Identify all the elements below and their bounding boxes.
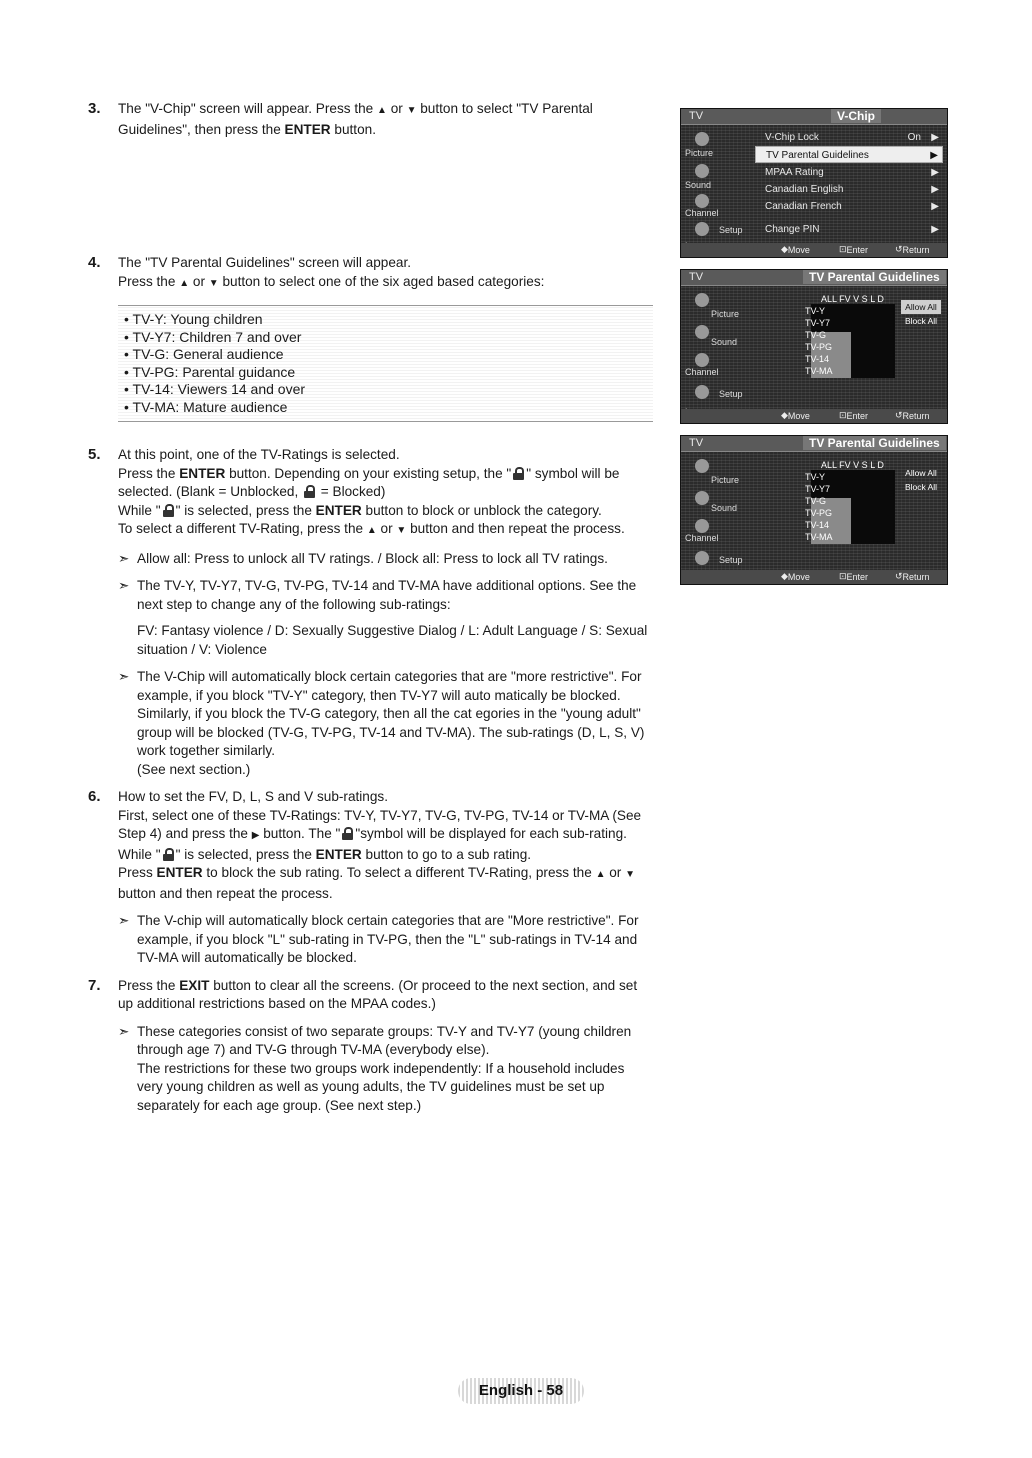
enter-key: ENTER xyxy=(156,865,203,880)
note-arrow-icon: ➣ xyxy=(118,1023,130,1039)
note-text: Allow all: Press to unlock all TV ratings. / Block all: Press to lock all TV ratings. xyxy=(137,550,608,566)
rating-tv-y7[interactable]: TV-Y7 xyxy=(805,318,831,328)
step-text-part: "symbol will be displayed for each sub-rating. xyxy=(355,826,627,841)
step-text-part: First, select one of these TV-Ratings: TV-Y, TV-Y7, TV-G, TV-PG, TV-14 or TV-MA (See Step 4) and press the xyxy=(118,807,642,841)
screen-header xyxy=(681,109,947,125)
return-hint: ↺ Return xyxy=(895,571,930,582)
note-arrow-icon: ➣ xyxy=(118,578,130,593)
step-text: or xyxy=(390,101,403,116)
channel-icon xyxy=(695,353,709,367)
lock-icon xyxy=(163,848,174,861)
return-label: Return xyxy=(902,572,930,582)
move-label: Move xyxy=(787,572,810,582)
picture-icon xyxy=(695,459,709,473)
step-text: button. xyxy=(334,121,376,137)
page-number: English - 58 xyxy=(458,1378,584,1404)
rating-tv-14[interactable]: TV-14 xyxy=(805,354,830,364)
up-arrow-icon xyxy=(179,274,189,289)
tv-label: TV xyxy=(689,110,704,122)
step-text-part: or xyxy=(609,865,622,880)
picture-icon xyxy=(695,293,709,307)
enter-label: Enter xyxy=(846,572,869,582)
step-text-part: or xyxy=(192,273,205,289)
category-item: • TV-14: Viewers 14 and over xyxy=(124,381,306,397)
step-text: At this point, one of the TV-Ratings is selected. xyxy=(118,447,400,462)
note xyxy=(118,577,653,659)
sidebar-item-sound[interactable]: Sound xyxy=(711,337,738,347)
screen-title: TV Parental Guidelines xyxy=(803,436,946,450)
menu-row-mpaa-rating[interactable] xyxy=(755,164,943,181)
chevron-right-icon: ▶ xyxy=(931,132,939,143)
menu-row-value: On xyxy=(907,132,921,143)
step-text-part: button to clear all the screens. (Or proceed to the next section, and set up additional restrictions based on the MPAA codes.) xyxy=(118,977,638,1011)
menu-row-label: TV Parental Guidelines xyxy=(766,150,869,161)
move-label: Move xyxy=(787,411,810,421)
enter-key: ENTER xyxy=(179,465,226,481)
rating-tv-y7[interactable]: TV-Y7 xyxy=(805,484,831,494)
sidebar-item-setup[interactable]: Setup xyxy=(719,389,743,399)
rating-tv-y[interactable]: TV-Y xyxy=(805,306,826,316)
move-label: Move xyxy=(787,245,810,255)
category-item: • TV-PG: Parental guidance xyxy=(124,363,296,380)
chevron-right-icon: ▶ xyxy=(930,150,938,161)
enter-hint: ⊡ Enter xyxy=(839,571,869,582)
step-text-part: button and then repeat the process. xyxy=(410,521,625,536)
rating-tv-g[interactable]: TV-G xyxy=(805,496,827,506)
enter-label: Enter xyxy=(846,411,869,421)
step-text-part: button to select one of the six aged based categories: xyxy=(222,273,545,289)
step-3 xyxy=(88,100,653,139)
step-4 xyxy=(88,254,653,422)
channel-icon xyxy=(695,519,709,533)
step-text-part: Press the xyxy=(118,465,176,481)
vchip-screen xyxy=(680,108,948,258)
tv-label: TV xyxy=(689,271,704,283)
sound-icon xyxy=(695,325,709,339)
step-text-part: While " xyxy=(118,502,161,518)
step-number: 6. xyxy=(88,788,101,805)
step-text-part: button to go to a sub rating. xyxy=(365,846,532,862)
note-arrow-icon: ➣ xyxy=(118,913,130,928)
sidebar-item-picture[interactable]: Picture xyxy=(685,148,714,158)
note xyxy=(118,550,653,569)
sidebar-item-sound[interactable]: Sound xyxy=(685,180,712,190)
step-number: 4. xyxy=(88,254,101,271)
menu-row-label: V-Chip Lock xyxy=(765,132,819,143)
setup-icon xyxy=(695,385,709,399)
up-arrow-icon xyxy=(596,865,606,880)
screen-footer xyxy=(681,409,947,423)
sidebar-item-channel[interactable]: Channel xyxy=(685,367,719,377)
chevron-right-icon: ▶ xyxy=(931,224,939,235)
enter-hint: ⊡ Enter xyxy=(839,410,869,421)
step-text xyxy=(118,465,653,502)
note xyxy=(118,1023,653,1116)
screen-sidebar xyxy=(681,126,749,243)
block-all-button[interactable]: Block All xyxy=(904,482,938,492)
allow-all-button[interactable]: Allow All xyxy=(905,468,937,478)
return-label: Return xyxy=(902,411,930,421)
step-text: How to set the FV, D, L, S and V sub-ratings. xyxy=(118,789,388,804)
step-text-part: " symbol will be selected. (Blank = Unblocked, xyxy=(118,465,620,499)
rating-tv-ma[interactable]: TV-MA xyxy=(805,366,833,376)
step-5 xyxy=(88,446,653,779)
step-6 xyxy=(88,788,653,968)
note-text: The V-Chip will automatically block certain categories that are "more restrictive". For example, if you block "TV-Y" category, then TV-Y7 will auto matically be blocked. Similarly, if you block the TV-G category, then all the cat egories in the "young adult" group will be blocked (TV-G, TV-PG, TV-14 and TV-MA). The sub-ratings (D, L, S, V) work together similarly. xyxy=(137,669,645,758)
note xyxy=(118,912,653,968)
rating-tv-14[interactable]: TV-14 xyxy=(805,520,830,530)
step-text-part: = Blocked) xyxy=(320,484,386,499)
rating-tv-y[interactable]: TV-Y xyxy=(805,472,826,482)
category-item: • TV-Y: Young children xyxy=(124,311,263,327)
step-text-part: " is selected, press the xyxy=(175,502,312,518)
menu-row-label: Canadian French xyxy=(765,201,842,212)
allow-all-button[interactable]: Allow All xyxy=(901,300,941,314)
step-number: 3. xyxy=(88,100,101,117)
note-subtext: (See next section.) xyxy=(137,761,251,777)
note-text: The restrictions for these two groups work independently: If a household includes very young children as well as young adults, the TV guidelines must be set up separately for each age group. (See next step.) xyxy=(137,1060,625,1113)
menu-row-label: MPAA Rating xyxy=(765,167,824,178)
tv-label: TV xyxy=(689,437,704,449)
step-text xyxy=(118,273,653,294)
step-text: The "V-Chip" screen will appear. Press the xyxy=(118,101,374,116)
setup-icon xyxy=(695,222,709,236)
step-text-part: To select a different TV-Rating, press the xyxy=(118,521,364,536)
step-text xyxy=(118,520,653,541)
sidebar-item-channel[interactable]: Channel xyxy=(685,533,719,543)
channel-icon xyxy=(695,194,709,208)
lock-icon xyxy=(342,827,353,840)
step-text: The "TV Parental Guidelines" screen will appear. xyxy=(118,255,412,270)
step-text-part: to block the sub rating. To select a different TV-Rating, press the xyxy=(206,865,592,880)
menu-row-label: Canadian English xyxy=(765,184,844,195)
return-hint: ↺ Return xyxy=(895,244,930,255)
step-number: 5. xyxy=(88,446,101,463)
rating-columns-header: ALL FV V S L D xyxy=(821,460,884,470)
return-label: Return xyxy=(902,245,930,255)
step-text: button to select "TV Parental Guidelines", then press the xyxy=(118,101,593,137)
sidebar-item-setup[interactable]: Setup xyxy=(719,555,743,565)
menu-row-change-pin[interactable] xyxy=(755,221,943,238)
chevron-right-icon: ▶ xyxy=(931,201,939,212)
menu-row-vchip-lock[interactable] xyxy=(755,129,943,146)
exit-key: EXIT xyxy=(179,977,210,993)
screen-header xyxy=(681,436,947,452)
step-text-part: Press the xyxy=(118,273,176,289)
chevron-right-icon: ▶ xyxy=(931,184,939,195)
block-all-button[interactable]: Block All xyxy=(904,316,938,326)
lock-icon xyxy=(304,485,315,498)
menu-row-tv-parental-guidelines[interactable] xyxy=(755,146,943,163)
menu-row-canadian-english[interactable] xyxy=(755,181,943,198)
note-text: These categories consist of two separate groups: TV-Y and TV-Y7 (young children through age 7) and TV-G through TV-MA (everybody else). xyxy=(137,1023,632,1057)
note-text: The V-chip will automatically block certain categories that are "More restrictive". For example, if you block "L" sub-rating in TV-PG, then the "L" sub-ratings in TV-14 and TV-MA will automatically be blocked. xyxy=(137,913,639,965)
enter-key: ENTER xyxy=(284,121,331,137)
parental-screen-1 xyxy=(680,269,948,424)
step-text xyxy=(118,864,653,903)
note-text: The TV-Y, TV-Y7, TV-G, TV-PG, TV-14 and TV-MA have additional options. See the next step to change any of the following sub-ratings: xyxy=(137,578,637,612)
note-arrow-icon: ➣ xyxy=(118,669,130,684)
sound-icon xyxy=(695,491,709,505)
enter-key: ENTER xyxy=(315,502,362,518)
instructions-column xyxy=(88,100,653,1115)
category-item: • TV-G: General audience xyxy=(124,346,284,362)
menu-row-canadian-french[interactable] xyxy=(755,198,943,215)
rating-tv-pg[interactable]: TV-PG xyxy=(805,342,833,352)
lock-icon xyxy=(513,467,524,480)
return-hint: ↺ Return xyxy=(895,410,930,421)
step-text xyxy=(118,846,653,865)
screen-header xyxy=(681,270,947,286)
enter-hint: ⊡ Enter xyxy=(839,244,869,255)
step-text-part: Press the xyxy=(118,977,176,993)
move-hint: ◆ Move xyxy=(781,410,810,421)
step-text-part: button. Depending on your existing setup, the " xyxy=(229,465,512,481)
move-hint: ◆ Move xyxy=(781,571,810,582)
sidebar-item-sound[interactable]: Sound xyxy=(711,503,738,513)
down-arrow-icon xyxy=(407,101,417,116)
step-text-part: button and then repeat the process. xyxy=(118,885,333,901)
down-arrow-icon xyxy=(625,865,635,880)
right-arrow-icon: ▶ xyxy=(251,830,260,841)
screen-title: TV Parental Guidelines xyxy=(803,270,946,284)
rating-columns-header: ALL FV V S L D xyxy=(821,294,884,304)
screen-title: V-Chip xyxy=(831,109,881,123)
step-text-part: While " xyxy=(118,846,161,862)
screen-footer xyxy=(681,243,947,257)
sidebar-item-setup[interactable]: Setup xyxy=(719,225,743,235)
step-text-part: or xyxy=(380,521,393,536)
lock-icon xyxy=(163,504,174,517)
category-item: • TV-Y7: Children 7 and over xyxy=(124,328,302,345)
setup-icon xyxy=(695,551,709,565)
step-7 xyxy=(88,977,653,1116)
sidebar-item-picture[interactable]: Picture xyxy=(711,475,740,485)
up-arrow-icon xyxy=(377,101,387,116)
rating-tv-g[interactable]: TV-G xyxy=(805,330,827,340)
screen-sidebar xyxy=(681,453,749,570)
step-text-part: " is selected, press the xyxy=(175,846,312,862)
step-text-part: Press xyxy=(118,865,153,880)
step-text xyxy=(118,807,653,846)
screen-sidebar xyxy=(681,287,749,409)
category-item: • TV-MA: Mature audience xyxy=(124,398,288,415)
sidebar-item-channel[interactable]: Channel xyxy=(685,208,719,218)
down-arrow-icon xyxy=(396,521,406,536)
sidebar-item-picture[interactable]: Picture xyxy=(711,309,740,319)
category-list xyxy=(118,305,653,422)
step-text-part: button. The " xyxy=(263,826,341,841)
up-arrow-icon xyxy=(367,521,377,536)
rating-tv-ma[interactable]: TV-MA xyxy=(805,532,833,542)
down-arrow-icon xyxy=(209,274,219,289)
menu-row-label: Change PIN xyxy=(765,224,820,235)
chevron-right-icon: ▶ xyxy=(931,167,939,178)
sound-icon xyxy=(695,164,709,178)
note-arrow-icon: ➣ xyxy=(118,550,130,566)
screen-footer xyxy=(681,570,947,584)
note xyxy=(118,668,653,779)
step-text-part: button to block or unblock the category. xyxy=(365,502,602,518)
picture-icon xyxy=(695,132,709,146)
move-hint: ◆ Move xyxy=(781,244,810,255)
note-subtext: FV: Fantasy violence / D: Sexually Suggestive Dialog / L: Adult Language / S: Sexual situation / V: Violence xyxy=(137,623,648,657)
rating-tv-pg[interactable]: TV-PG xyxy=(805,508,833,518)
step-number: 7. xyxy=(88,976,101,994)
parental-screen-2 xyxy=(680,435,948,585)
enter-label: Enter xyxy=(846,245,869,255)
enter-key: ENTER xyxy=(315,846,362,862)
step-text xyxy=(118,502,653,521)
